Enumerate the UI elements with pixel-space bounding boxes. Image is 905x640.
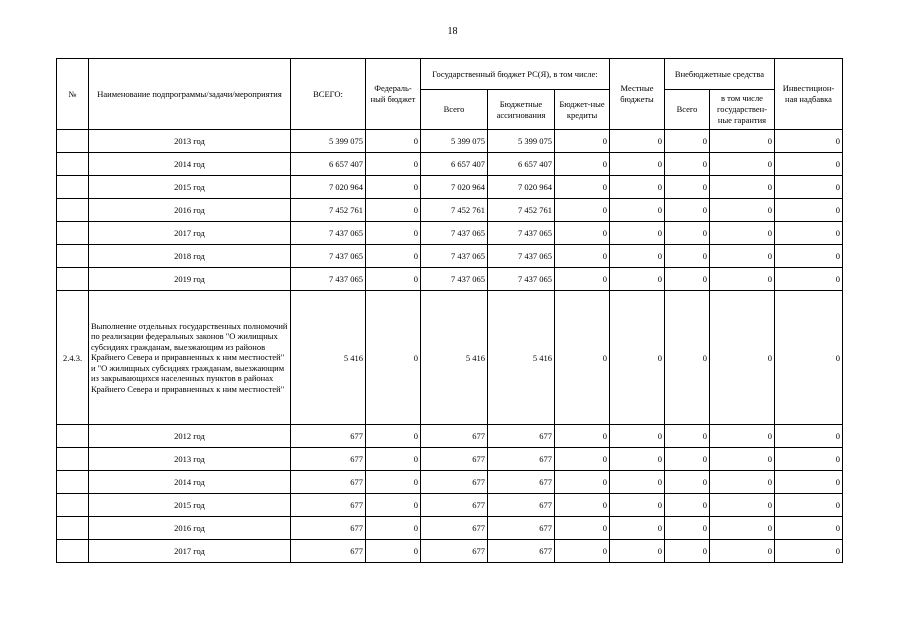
cell-extra-guarantees: 0 — [710, 176, 775, 199]
cell-federal: 0 — [366, 153, 421, 176]
table-row — [57, 222, 843, 245]
cell-state-total: 677 — [421, 471, 488, 494]
cell-name: Выполнение отдельных государственных полномочий по реализации федеральных законов "О жилищных субсидиях гражданам, выезжающим из районов Крайнего Севера и приравненных к ним местностей" и "О жилищных субсидиях гражданам, выезжающим из закрывающихся населенных пунктов в районах Крайнего Севера и приравненных к ним местностей" — [89, 291, 291, 425]
cell-name: 2016 год — [89, 517, 291, 540]
cell-extra-guarantees: 0 — [710, 291, 775, 425]
cell-invest: 0 — [775, 517, 843, 540]
cell-invest: 0 — [775, 494, 843, 517]
cell-number — [57, 153, 89, 176]
cell-state-assign: 5 416 — [488, 291, 555, 425]
table-row — [57, 245, 843, 268]
cell-local: 0 — [610, 471, 665, 494]
cell-federal: 0 — [366, 517, 421, 540]
cell-total: 7 437 065 — [291, 222, 366, 245]
cell-federal: 0 — [366, 425, 421, 448]
cell-state-credits: 0 — [555, 494, 610, 517]
cell-number — [57, 268, 89, 291]
cell-extra-total: 0 — [665, 540, 710, 563]
cell-federal: 0 — [366, 268, 421, 291]
col-header-state-total: Всего — [421, 90, 488, 130]
cell-local: 0 — [610, 517, 665, 540]
cell-state-assign: 7 437 065 — [488, 222, 555, 245]
cell-state-total: 7 437 065 — [421, 245, 488, 268]
cell-total: 677 — [291, 517, 366, 540]
cell-state-total: 5 399 075 — [421, 130, 488, 153]
col-header-state-budget: Государственный бюджет РС(Я), в том числе: — [421, 59, 610, 90]
cell-number — [57, 517, 89, 540]
cell-total: 5 416 — [291, 291, 366, 425]
cell-extra-total: 0 — [665, 494, 710, 517]
cell-federal: 0 — [366, 471, 421, 494]
cell-local: 0 — [610, 425, 665, 448]
cell-invest: 0 — [775, 448, 843, 471]
col-header-state-assign: Бюджетные ассигнования — [488, 90, 555, 130]
cell-extra-total: 0 — [665, 153, 710, 176]
col-header-total: ВСЕГО: — [291, 59, 366, 130]
cell-total: 677 — [291, 425, 366, 448]
cell-state-total: 677 — [421, 540, 488, 563]
cell-extra-guarantees: 0 — [710, 153, 775, 176]
cell-state-total: 6 657 407 — [421, 153, 488, 176]
table-body — [57, 130, 843, 563]
cell-state-assign: 677 — [488, 448, 555, 471]
cell-local: 0 — [610, 130, 665, 153]
cell-state-total: 677 — [421, 448, 488, 471]
cell-local: 0 — [610, 540, 665, 563]
col-header-num: № — [57, 59, 89, 130]
table-row — [57, 448, 843, 471]
cell-state-total: 677 — [421, 425, 488, 448]
table-row — [57, 130, 843, 153]
cell-name: 2013 год — [89, 130, 291, 153]
cell-extra-guarantees: 0 — [710, 199, 775, 222]
col-header-invest: Инвестицион-ная надбавка — [775, 59, 843, 130]
cell-total: 7 452 761 — [291, 199, 366, 222]
cell-federal: 0 — [366, 199, 421, 222]
cell-name: 2015 год — [89, 176, 291, 199]
cell-state-assign: 6 657 407 — [488, 153, 555, 176]
col-header-local: Местные бюджеты — [610, 59, 665, 130]
cell-total: 677 — [291, 471, 366, 494]
cell-federal: 0 — [366, 291, 421, 425]
cell-state-credits: 0 — [555, 471, 610, 494]
cell-state-credits: 0 — [555, 222, 610, 245]
cell-total: 677 — [291, 540, 366, 563]
cell-extra-guarantees: 0 — [710, 222, 775, 245]
cell-state-credits: 0 — [555, 245, 610, 268]
col-header-extra: Внебюджетные средства — [665, 59, 775, 90]
cell-invest: 0 — [775, 471, 843, 494]
cell-invest: 0 — [775, 176, 843, 199]
cell-local: 0 — [610, 291, 665, 425]
cell-total: 6 657 407 — [291, 153, 366, 176]
cell-extra-guarantees: 0 — [710, 517, 775, 540]
cell-extra-total: 0 — [665, 199, 710, 222]
cell-local: 0 — [610, 153, 665, 176]
cell-number — [57, 199, 89, 222]
cell-federal: 0 — [366, 176, 421, 199]
cell-invest: 0 — [775, 291, 843, 425]
cell-state-assign: 677 — [488, 425, 555, 448]
cell-state-assign: 7 437 065 — [488, 268, 555, 291]
cell-number — [57, 222, 89, 245]
table-row — [57, 471, 843, 494]
cell-name: 2018 год — [89, 245, 291, 268]
cell-extra-total: 0 — [665, 222, 710, 245]
cell-state-credits: 0 — [555, 540, 610, 563]
cell-total: 677 — [291, 448, 366, 471]
cell-local: 0 — [610, 448, 665, 471]
cell-total: 7 020 964 — [291, 176, 366, 199]
cell-extra-guarantees: 0 — [710, 268, 775, 291]
col-header-federal: Федераль-ный бюджет — [366, 59, 421, 130]
cell-extra-total: 0 — [665, 425, 710, 448]
table-row — [57, 153, 843, 176]
cell-total: 5 399 075 — [291, 130, 366, 153]
cell-extra-total: 0 — [665, 268, 710, 291]
cell-extra-total: 0 — [665, 245, 710, 268]
cell-state-credits: 0 — [555, 176, 610, 199]
cell-name: 2016 год — [89, 199, 291, 222]
col-header-state-credits: Бюджет-ные кредиты — [555, 90, 610, 130]
table-row — [57, 425, 843, 448]
cell-state-credits: 0 — [555, 291, 610, 425]
cell-state-total: 7 437 065 — [421, 268, 488, 291]
cell-local: 0 — [610, 268, 665, 291]
table-row — [57, 199, 843, 222]
table-row — [57, 540, 843, 563]
cell-state-total: 5 416 — [421, 291, 488, 425]
cell-state-assign: 677 — [488, 471, 555, 494]
cell-name: 2014 год — [89, 471, 291, 494]
cell-local: 0 — [610, 199, 665, 222]
cell-state-credits: 0 — [555, 517, 610, 540]
cell-federal: 0 — [366, 222, 421, 245]
cell-invest: 0 — [775, 425, 843, 448]
table-row — [57, 517, 843, 540]
cell-number — [57, 471, 89, 494]
cell-number: 2.4.3. — [57, 291, 89, 425]
cell-invest: 0 — [775, 222, 843, 245]
col-header-extra-guarantees: в том числе государствен-ные гарантия — [710, 90, 775, 130]
cell-state-total: 677 — [421, 517, 488, 540]
cell-invest: 0 — [775, 540, 843, 563]
cell-name: 2017 год — [89, 540, 291, 563]
cell-name: 2017 год — [89, 222, 291, 245]
cell-name: 2015 год — [89, 494, 291, 517]
cell-extra-total: 0 — [665, 130, 710, 153]
cell-name: 2019 год — [89, 268, 291, 291]
budget-table — [56, 58, 843, 563]
cell-number — [57, 130, 89, 153]
cell-state-assign: 5 399 075 — [488, 130, 555, 153]
cell-federal: 0 — [366, 448, 421, 471]
cell-number — [57, 448, 89, 471]
cell-number — [57, 245, 89, 268]
cell-state-assign: 677 — [488, 517, 555, 540]
cell-state-assign: 677 — [488, 494, 555, 517]
cell-state-credits: 0 — [555, 199, 610, 222]
table-row — [57, 291, 843, 425]
cell-extra-guarantees: 0 — [710, 245, 775, 268]
cell-state-total: 7 452 761 — [421, 199, 488, 222]
cell-local: 0 — [610, 245, 665, 268]
cell-total: 677 — [291, 494, 366, 517]
cell-local: 0 — [610, 176, 665, 199]
cell-federal: 0 — [366, 245, 421, 268]
cell-state-total: 677 — [421, 494, 488, 517]
cell-extra-guarantees: 0 — [710, 540, 775, 563]
cell-state-total: 7 020 964 — [421, 176, 488, 199]
cell-invest: 0 — [775, 130, 843, 153]
cell-state-assign: 677 — [488, 540, 555, 563]
cell-extra-total: 0 — [665, 517, 710, 540]
cell-number — [57, 425, 89, 448]
cell-state-assign: 7 437 065 — [488, 245, 555, 268]
col-header-extra-total: Всего — [665, 90, 710, 130]
cell-extra-guarantees: 0 — [710, 425, 775, 448]
cell-number — [57, 540, 89, 563]
cell-extra-total: 0 — [665, 471, 710, 494]
cell-total: 7 437 065 — [291, 268, 366, 291]
cell-state-credits: 0 — [555, 130, 610, 153]
table-header — [57, 59, 843, 130]
cell-extra-guarantees: 0 — [710, 494, 775, 517]
page-number: 18 — [447, 26, 458, 37]
cell-state-credits: 0 — [555, 448, 610, 471]
cell-invest: 0 — [775, 199, 843, 222]
table-row — [57, 494, 843, 517]
table-row — [57, 176, 843, 199]
cell-number — [57, 176, 89, 199]
col-header-name: Наименование подпрограммы/задачи/мероприятия — [89, 59, 291, 130]
cell-state-assign: 7 020 964 — [488, 176, 555, 199]
cell-number — [57, 494, 89, 517]
table-row — [57, 268, 843, 291]
cell-extra-guarantees: 0 — [710, 448, 775, 471]
cell-invest: 0 — [775, 268, 843, 291]
cell-state-credits: 0 — [555, 425, 610, 448]
cell-state-credits: 0 — [555, 268, 610, 291]
cell-name: 2012 год — [89, 425, 291, 448]
cell-name: 2014 год — [89, 153, 291, 176]
cell-invest: 0 — [775, 245, 843, 268]
cell-total: 7 437 065 — [291, 245, 366, 268]
cell-federal: 0 — [366, 540, 421, 563]
cell-invest: 0 — [775, 153, 843, 176]
cell-extra-total: 0 — [665, 176, 710, 199]
cell-name: 2013 год — [89, 448, 291, 471]
cell-federal: 0 — [366, 494, 421, 517]
cell-extra-guarantees: 0 — [710, 471, 775, 494]
cell-federal: 0 — [366, 130, 421, 153]
cell-extra-total: 0 — [665, 448, 710, 471]
cell-state-total: 7 437 065 — [421, 222, 488, 245]
cell-local: 0 — [610, 222, 665, 245]
cell-state-assign: 7 452 761 — [488, 199, 555, 222]
cell-extra-total: 0 — [665, 291, 710, 425]
cell-extra-guarantees: 0 — [710, 130, 775, 153]
cell-local: 0 — [610, 494, 665, 517]
cell-state-credits: 0 — [555, 153, 610, 176]
